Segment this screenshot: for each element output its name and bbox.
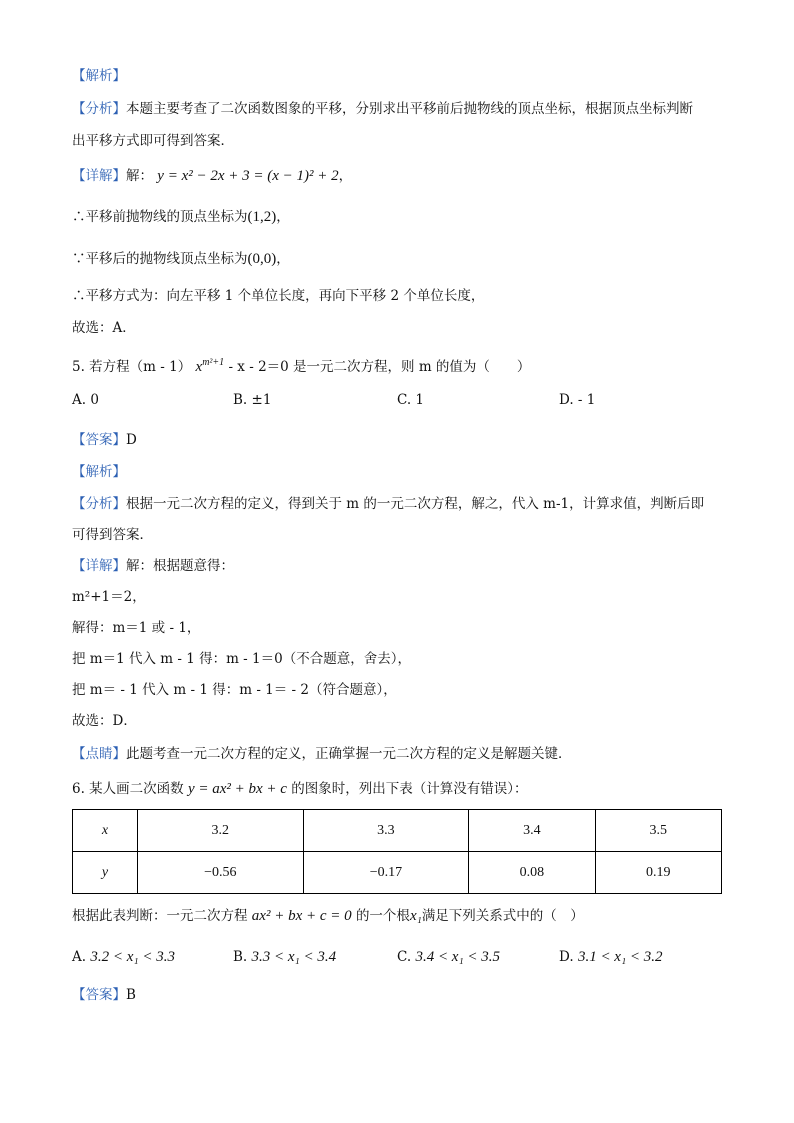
q5-detail-tag: 【详解】 (72, 558, 126, 574)
q5-stem-a: 5. 若方程（m - 1） (72, 359, 192, 375)
q6-answer-tag: 【答案】 (72, 987, 126, 1003)
q6-option-c-text: 3.4 < x₁ < 3.5 (415, 949, 501, 965)
table-cell: −0.56 (138, 852, 304, 894)
q5-analysis-line-2: 可得到答案． (72, 527, 153, 543)
vertex-after-point: (0,0) (247, 251, 277, 267)
vertex-after-text: ∵平移后的抛物线顶点坐标为 (72, 251, 248, 267)
analysis-tag: 【分析】 (72, 101, 126, 117)
q6-option-b-label: B. (233, 949, 248, 965)
table-row (73, 852, 722, 894)
q5-comment-text: 此题考查一元二次方程的定义，正确掌握一元二次方程的定义是解题关键． (126, 746, 572, 762)
s1-choose-line: 故选：A． (72, 320, 136, 336)
vertex-after-comma: ， (276, 251, 290, 267)
table-cell: 3.4 (469, 810, 595, 852)
q5-analysis-heading: 【解析】 (72, 464, 126, 480)
q6-option-d (559, 947, 663, 967)
q6-judge-a: 根据此表判断：一元二次方程 (72, 908, 248, 924)
detail-equation: y = x² − 2x + 3 = (x − 1)² + 2 (157, 168, 339, 184)
vertex-before-point: (1,2) (247, 209, 277, 225)
detail-end: ， (338, 168, 353, 184)
vertex-before-text: ∴平移前抛物线的顶点坐标为 (72, 209, 248, 225)
table-cell: 3.2 (138, 810, 304, 852)
q5-analysis-tag: 【分析】 (72, 496, 126, 512)
vertex-before-comma: ， (276, 209, 290, 225)
s1-analysis-line-1 (72, 99, 693, 119)
q5-comment (72, 744, 572, 764)
q5-analysis-text: 根据一元二次方程的定义，得到关于 m 的一元二次方程，解之，代入 m-1，计算求值，判断后即 (126, 496, 705, 512)
q6-option-a-text: 3.2 < x₁ < 3.3 (90, 949, 175, 965)
q5-detail-step-5: 故选：D． (72, 713, 137, 729)
q5-detail-step-1: m²+1＝2， (72, 589, 146, 605)
q5-detail-step-2: 解得：m＝1 或 - 1， (72, 620, 201, 636)
q6-option-a (72, 947, 175, 967)
q5-answer (72, 430, 137, 450)
detail-tag: 【详解】 (72, 168, 126, 184)
q6-option-c (397, 947, 500, 967)
q6-option-d-text: 3.1 < x₁ < 3.2 (577, 949, 663, 965)
q5-answer-value: D (126, 432, 137, 448)
analysis-text: 本题主要考查了二次函数图象的平移，分别求出平移前后抛物线的顶点坐标，根据顶点坐标判断 (126, 101, 693, 117)
q5-detail-line (72, 556, 234, 576)
s1-vertex-after (72, 249, 290, 269)
table-cell: 0.19 (595, 852, 721, 894)
q5-answer-tag: 【答案】 (72, 432, 126, 448)
q5-detail-step-4: 把 m＝ - 1 代入 m - 1 得：m - 1＝ - 2（符合题意）， (72, 682, 397, 698)
q5-option-d: D. - 1 (559, 392, 596, 408)
table-cell: 3.5 (595, 810, 721, 852)
q6-answer-value: B (126, 987, 136, 1003)
q6-answer (72, 985, 136, 1005)
q5-stem-power: $x^{m^2+1}$ (195, 357, 225, 375)
detail-prefix: 解： (126, 168, 153, 184)
q5-analysis-line-1 (72, 494, 704, 514)
table-row (73, 810, 722, 852)
q6-judge-c: 满足下列关系式中的（ ） (421, 908, 584, 924)
q5-detail-text: 解：根据题意得： (126, 558, 234, 574)
q6-judge-equation: ax² + bx + c = 0 (251, 908, 352, 924)
analysis-heading: 【解析】 (72, 68, 126, 84)
table-cell: 3.3 (303, 810, 469, 852)
q6-option-a-label: A. (72, 949, 87, 965)
table-header-y: y (73, 852, 138, 894)
q5-option-c: C. 1 (397, 392, 425, 408)
q6-option-b-text: 3.3 < x₁ < 3.4 (251, 949, 337, 965)
table-header-x: x (73, 810, 138, 852)
q5-comment-tag: 【点睛】 (72, 746, 126, 762)
q6-stem-equation: y = ax² + bx + c (187, 781, 287, 797)
q5-detail-step-3: 把 m＝1 代入 m - 1 得：m - 1＝0（不合题意，舍去）， (72, 651, 411, 667)
q6-option-d-label: D. (559, 949, 574, 965)
q6-option-c-label: C. (397, 949, 412, 965)
s1-method-line: ∴平移方式为：向左平移 1 个单位长度，再向下平移 2 个单位长度， (72, 288, 485, 304)
table-cell: 0.08 (469, 852, 595, 894)
s1-detail-line (72, 166, 352, 186)
q6-judge-b: 的一个根 (355, 908, 410, 924)
q5-option-a: A. 0 (72, 392, 99, 408)
q6-stem-b: 的图象时，列出下表（计算没有错误）： (291, 781, 528, 797)
table-cell: −0.17 (303, 852, 469, 894)
q6-stem (72, 779, 528, 799)
q6-stem-a: 6. 某人画二次函数 (72, 781, 184, 797)
s1-analysis-line-2: 出平移方式即可得到答案． (72, 133, 234, 149)
q6-table (72, 809, 722, 894)
q6-option-b (233, 947, 336, 967)
q5-stem-b: - x - 2＝0 是一元二次方程，则 m 的值为（ ） (228, 359, 531, 375)
q5-option-b: B. ±1 (233, 392, 272, 408)
q6-judge-line (72, 906, 584, 926)
q6-judge-root: x₁ (409, 908, 422, 924)
q5-stem (72, 353, 530, 377)
s1-vertex-before (72, 207, 290, 227)
